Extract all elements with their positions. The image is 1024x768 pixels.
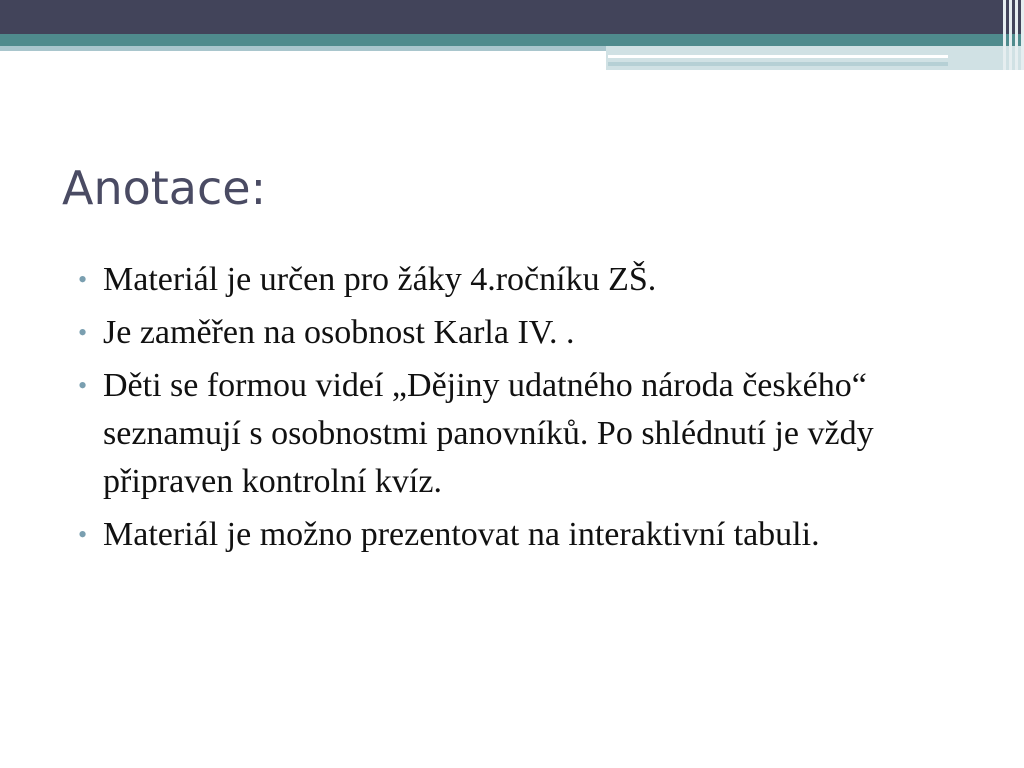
header-dark-bar (0, 0, 1024, 34)
bullet-dot-icon: • (78, 318, 88, 347)
header-vertical-lines (994, 0, 1024, 70)
bullet-text: Materiál je možno prezentovat na interaktivní tabuli. (103, 516, 820, 553)
header-block-line (608, 62, 948, 66)
bullet-dot-icon: • (78, 371, 88, 400)
bullet-text: Děti se formou videí „Dějiny udatného národa českého“ seznamují s osobnostmi panovníků. Po shlédnutí je vždy připraven kontrolní kvíz. (103, 367, 874, 500)
bullet-text: Materiál je určen pro žáky 4.ročníku ZŠ. (103, 261, 657, 298)
bullet-item (78, 309, 978, 357)
header-teal-bar (0, 34, 1024, 46)
bullet-text: Je zaměřen na osobnost Karla IV. . (103, 314, 575, 351)
slide-title: Anotace: (62, 161, 267, 215)
bullet-dot-icon: • (78, 265, 88, 294)
vertical-line (1009, 0, 1012, 70)
bullet-item (78, 511, 978, 559)
header-light-strip (0, 46, 606, 51)
bullet-list (78, 256, 978, 564)
bullet-dot-icon: • (78, 520, 88, 549)
vertical-line (1015, 0, 1018, 70)
vertical-line (1003, 0, 1006, 70)
header-block-highlight (608, 55, 948, 58)
header-light-block (606, 46, 1024, 70)
bullet-item (78, 256, 978, 304)
bullet-item (78, 362, 978, 506)
